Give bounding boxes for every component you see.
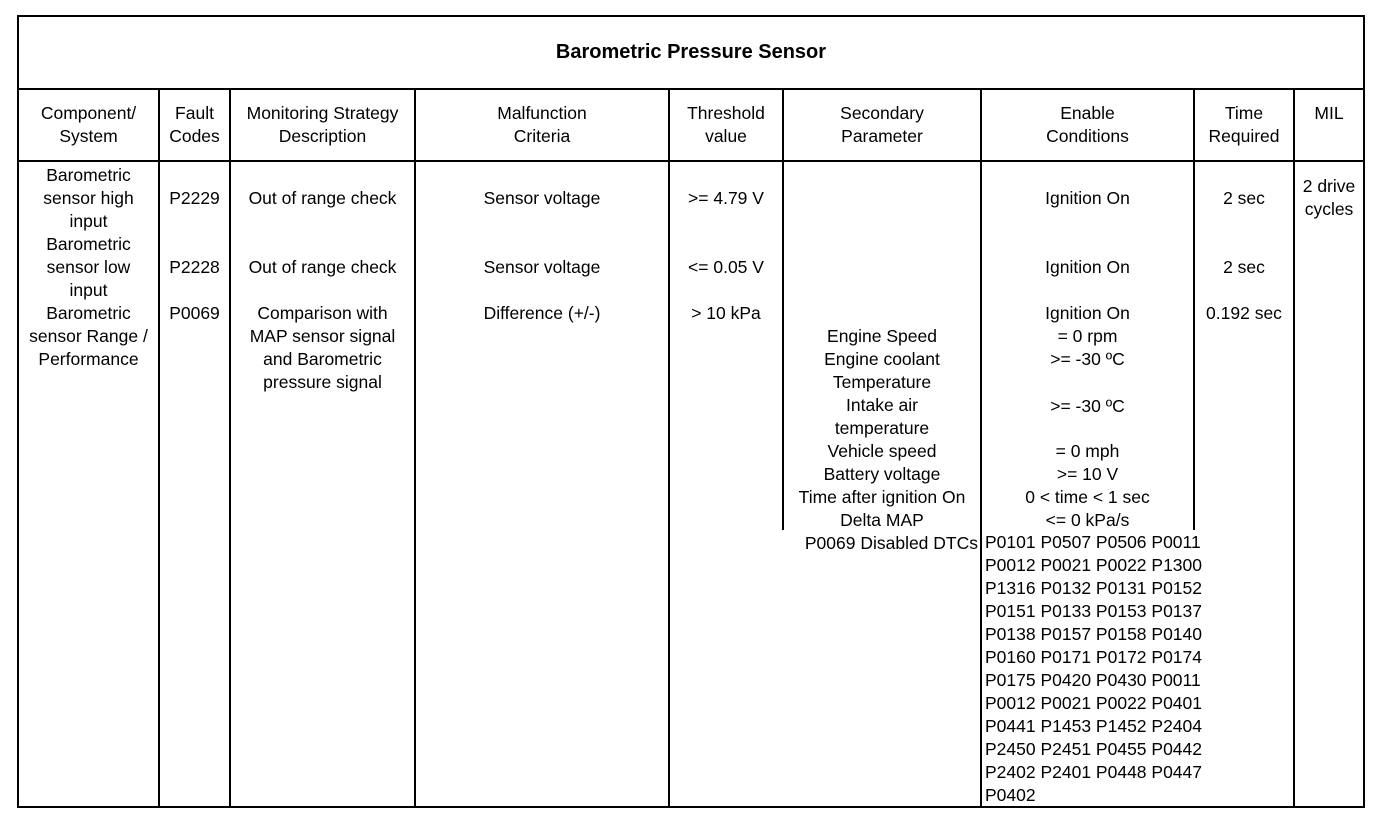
- secondary-param: Time after ignition On: [798, 487, 966, 507]
- header-malfunction: Malfunction Criteria: [497, 103, 587, 146]
- row3-component: Barometric sensor Range / Performance: [29, 303, 148, 369]
- row2-threshold: <= 0.05 V: [688, 257, 764, 277]
- header-divider: [17, 160, 1365, 162]
- row2-criteria: Sensor voltage: [483, 257, 601, 277]
- col-divider: [1193, 160, 1195, 530]
- header-secondary: Secondary Parameter: [840, 103, 924, 146]
- header-strategy: Monitoring Strategy Description: [246, 103, 399, 146]
- secondary-param: Delta MAP: [840, 510, 924, 530]
- secondary-param: Engine Speed: [827, 326, 937, 346]
- row2-component: Barometric sensor low input: [46, 234, 131, 300]
- secondary-value: = 0 rpm: [1057, 326, 1118, 346]
- row1-time: 2 sec: [1223, 188, 1265, 208]
- secondary-param: Battery voltage: [823, 464, 941, 484]
- row2-time: 2 sec: [1223, 257, 1265, 277]
- page-title: Barometric Pressure Sensor: [555, 41, 827, 63]
- header-component: Component/ System: [40, 103, 137, 146]
- row2-strategy: Out of range check: [248, 257, 397, 277]
- row3-code: P0069: [169, 303, 220, 323]
- secondary-value: >= -30 ºC: [1050, 396, 1125, 416]
- row3-time: 0.192 sec: [1206, 303, 1282, 323]
- header-mil: MIL: [1314, 103, 1344, 123]
- secondary-param: Vehicle speed: [827, 441, 937, 461]
- secondary-param: Engine coolant Temperature: [824, 349, 940, 392]
- header-fault-codes: Fault Codes: [169, 103, 220, 146]
- row3-threshold: > 10 kPa: [691, 303, 761, 323]
- header-time: Time Required: [1208, 103, 1280, 146]
- row1-strategy: Out of range check: [248, 188, 397, 208]
- row1-threshold: >= 4.79 V: [688, 188, 764, 208]
- secondary-value: = 0 mph: [1055, 441, 1120, 461]
- row1-code: P2229: [169, 188, 220, 208]
- disabled-dtcs-label: P0069 Disabled DTCs: [804, 533, 978, 553]
- row1-mil: 2 drive cycles: [1302, 176, 1356, 219]
- row3-criteria: Difference (+/-): [483, 303, 601, 323]
- secondary-param: Intake air temperature: [834, 395, 930, 438]
- row2-enable: Ignition On: [1045, 257, 1130, 277]
- secondary-value: <= 0 kPa/s: [1045, 510, 1130, 530]
- header-threshold: Threshold value: [687, 103, 765, 146]
- row1-criteria: Sensor voltage: [483, 188, 601, 208]
- secondary-value: 0 < time < 1 sec: [1025, 487, 1150, 507]
- secondary-value: >= -30 ºC: [1050, 349, 1125, 369]
- row3-strategy: Comparison with MAP sensor signal and Barometric pressure signal: [249, 303, 396, 392]
- row1-component: Barometric sensor high input: [43, 165, 134, 231]
- header-enable: Enable Conditions: [1046, 103, 1129, 146]
- secondary-value: >= 10 V: [1056, 464, 1119, 484]
- title-divider: [17, 88, 1365, 90]
- row1-enable: Ignition On: [1045, 188, 1130, 208]
- row3-enable: Ignition On: [1045, 303, 1130, 323]
- row2-code: P2228: [169, 257, 220, 277]
- disabled-dtcs-list: P0101 P0507 P0506 P0011 P0012 P0021 P0022 P1300 P1316 P0132 P0131 P0152 P0151 P0133 P0153 P0137 P0138 P0157 P0158 P0140 P0160 P0171 P0172 P0174 P0175 P0420 P0430 P0011 P0012 P0021 P0022 P0401 P0441 P1453 P1452 P2404 P2450 P2451 P0455 P0442 P2402 P2401 P0448 P0447 P0402: [985, 532, 1202, 805]
